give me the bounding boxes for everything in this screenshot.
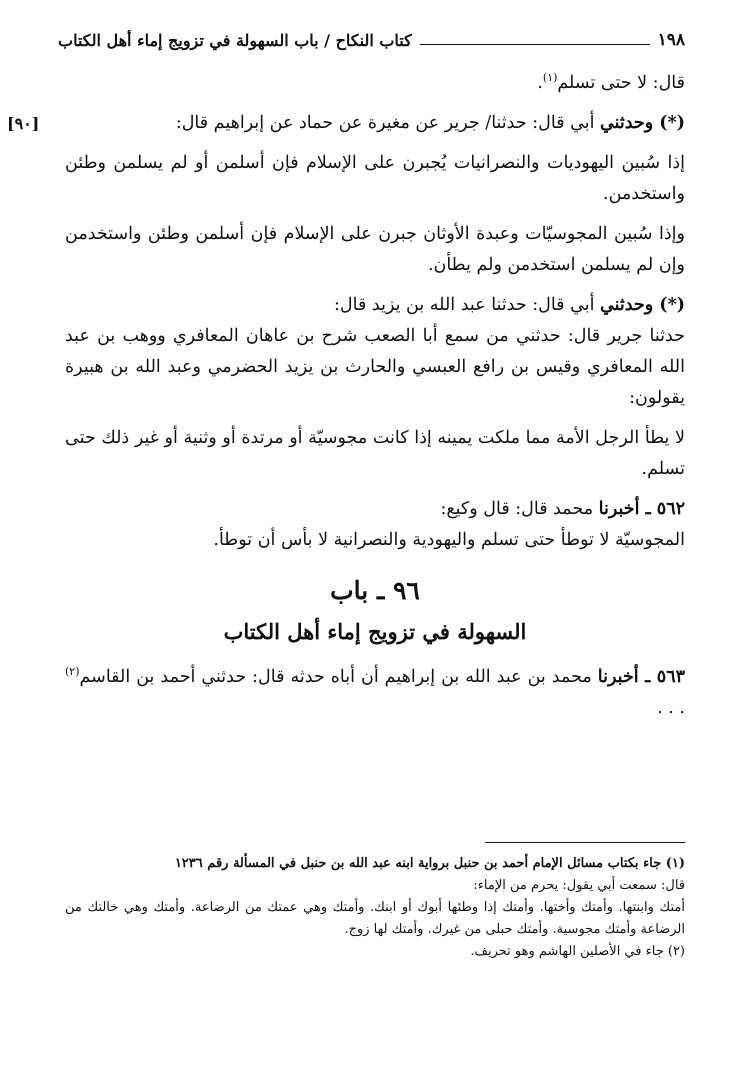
- running-title: كتاب النكاح / باب السهولة في تزويج إماء أهل الكتاب: [58, 31, 412, 50]
- paragraph-8-lead: ٥٦٢ ـ أخبرنا: [598, 498, 685, 519]
- paragraph-2-text: أبي قال: حدثنا/ جرير عن مغيرة عن حماد عن إبراهيم قال:: [175, 112, 600, 133]
- paragraph-10: [65, 656, 685, 724]
- footnote-1-head: (١) جاء بكتاب مسائل الإمام أحمد بن حنبل برواية ابنه عبد الله بن حنبل في المسألة رقم ١٢٣٦: [174, 856, 685, 871]
- margin-number: [٩٠]: [7, 113, 40, 133]
- footnote-ref-1: (١): [542, 71, 558, 84]
- page-number: ١٩٨: [657, 30, 685, 50]
- paragraph-4: وإذا سُبين المجوسيّات وعبدة الأوثان جبرن على الإسلام فإن أسلمن وطئن واستخدمن وإن لم يسلمن استخدمن ولم يطأن.: [65, 223, 685, 275]
- paragraph-5: [65, 290, 685, 321]
- chapter-title: السهولة في تزويج إماء أهل الكتاب: [223, 618, 527, 644]
- footnote-ref-2: (٢): [65, 664, 80, 678]
- paragraph-10-lead: ٥٦٣ ـ أخبرنا: [597, 666, 685, 687]
- running-header: [58, 28, 685, 50]
- paragraph-7: لا يطأ الرجل الأمة مما ملكت يمينه إذا كانت مجوسيّة أو مرتدة أو وثنية أو غير ذلك حتى تسلم.: [65, 427, 685, 479]
- footnotes: [65, 853, 685, 963]
- paragraph-10-text: محمد بن عبد الله بن إبراهيم أن أباه حدثه قال: حدثني أحمد بن القاسم: [79, 666, 598, 687]
- paragraph-1: [65, 62, 685, 99]
- paragraph-5-text: أبي قال: حدثنا عبد الله بن يزيد قال:: [334, 294, 600, 315]
- paragraph-5-lead: (*) وحدثني: [600, 294, 685, 315]
- paragraph-1-text: قال: لا حتى تسلم: [557, 72, 685, 93]
- paragraph-8-text: محمد قال: قال وكيع:: [440, 498, 599, 519]
- header-rule: [420, 44, 650, 45]
- paragraph-2: [7, 108, 685, 139]
- paragraph-10-end: . . .: [657, 697, 685, 718]
- footnote-2: (٢) جاء في الأصلين الهاشم وهو تحريف.: [470, 944, 685, 959]
- paragraph-6: حدثنا جرير قال: حدثني من سمع أبا الصعب شرح بن عاهان المعافري ووهب بن عبد الله المعافري وقيس بن رافع العبسي والحارث بن يزيد الحضرمي وعبد الله بن هبيرة يقولون:: [65, 325, 685, 408]
- paragraph-9: المجوسيّة لا توطأ حتى تسلم واليهودية والنصرانية لا بأس أن توطأ.: [213, 529, 685, 550]
- footnote-1-line-2: قال: سمعت أبي يقول: يحرم من الإماء:: [473, 878, 685, 893]
- paragraph-3: إذا سُبين اليهوديات والنصرانيات يُجبرن على الإسلام فإن أسلمن أو لم يسلمن وطئن واستخدمن.: [65, 152, 685, 204]
- main-text: [7, 62, 685, 733]
- paragraph-8: [65, 494, 685, 525]
- chapter-number: ٩٦ ـ باب: [330, 575, 420, 605]
- paragraph-1-end: .: [537, 72, 543, 93]
- paragraph-2-lead: (*) وحدثني: [600, 112, 685, 133]
- footnote-1-line-3: أمتك وابنتها. وأمتك وأختها. وأمتك إذا وطئها أبوك أو ابنك. وأمتك وهي عمتك من الرضاعة. وأمتك وهي خالتك من الرضاعة وأمتك مجوسية. وأمتك حبلى من غيرك. وأمتك لها زوج.: [65, 900, 685, 937]
- footnote-rule: [485, 842, 685, 843]
